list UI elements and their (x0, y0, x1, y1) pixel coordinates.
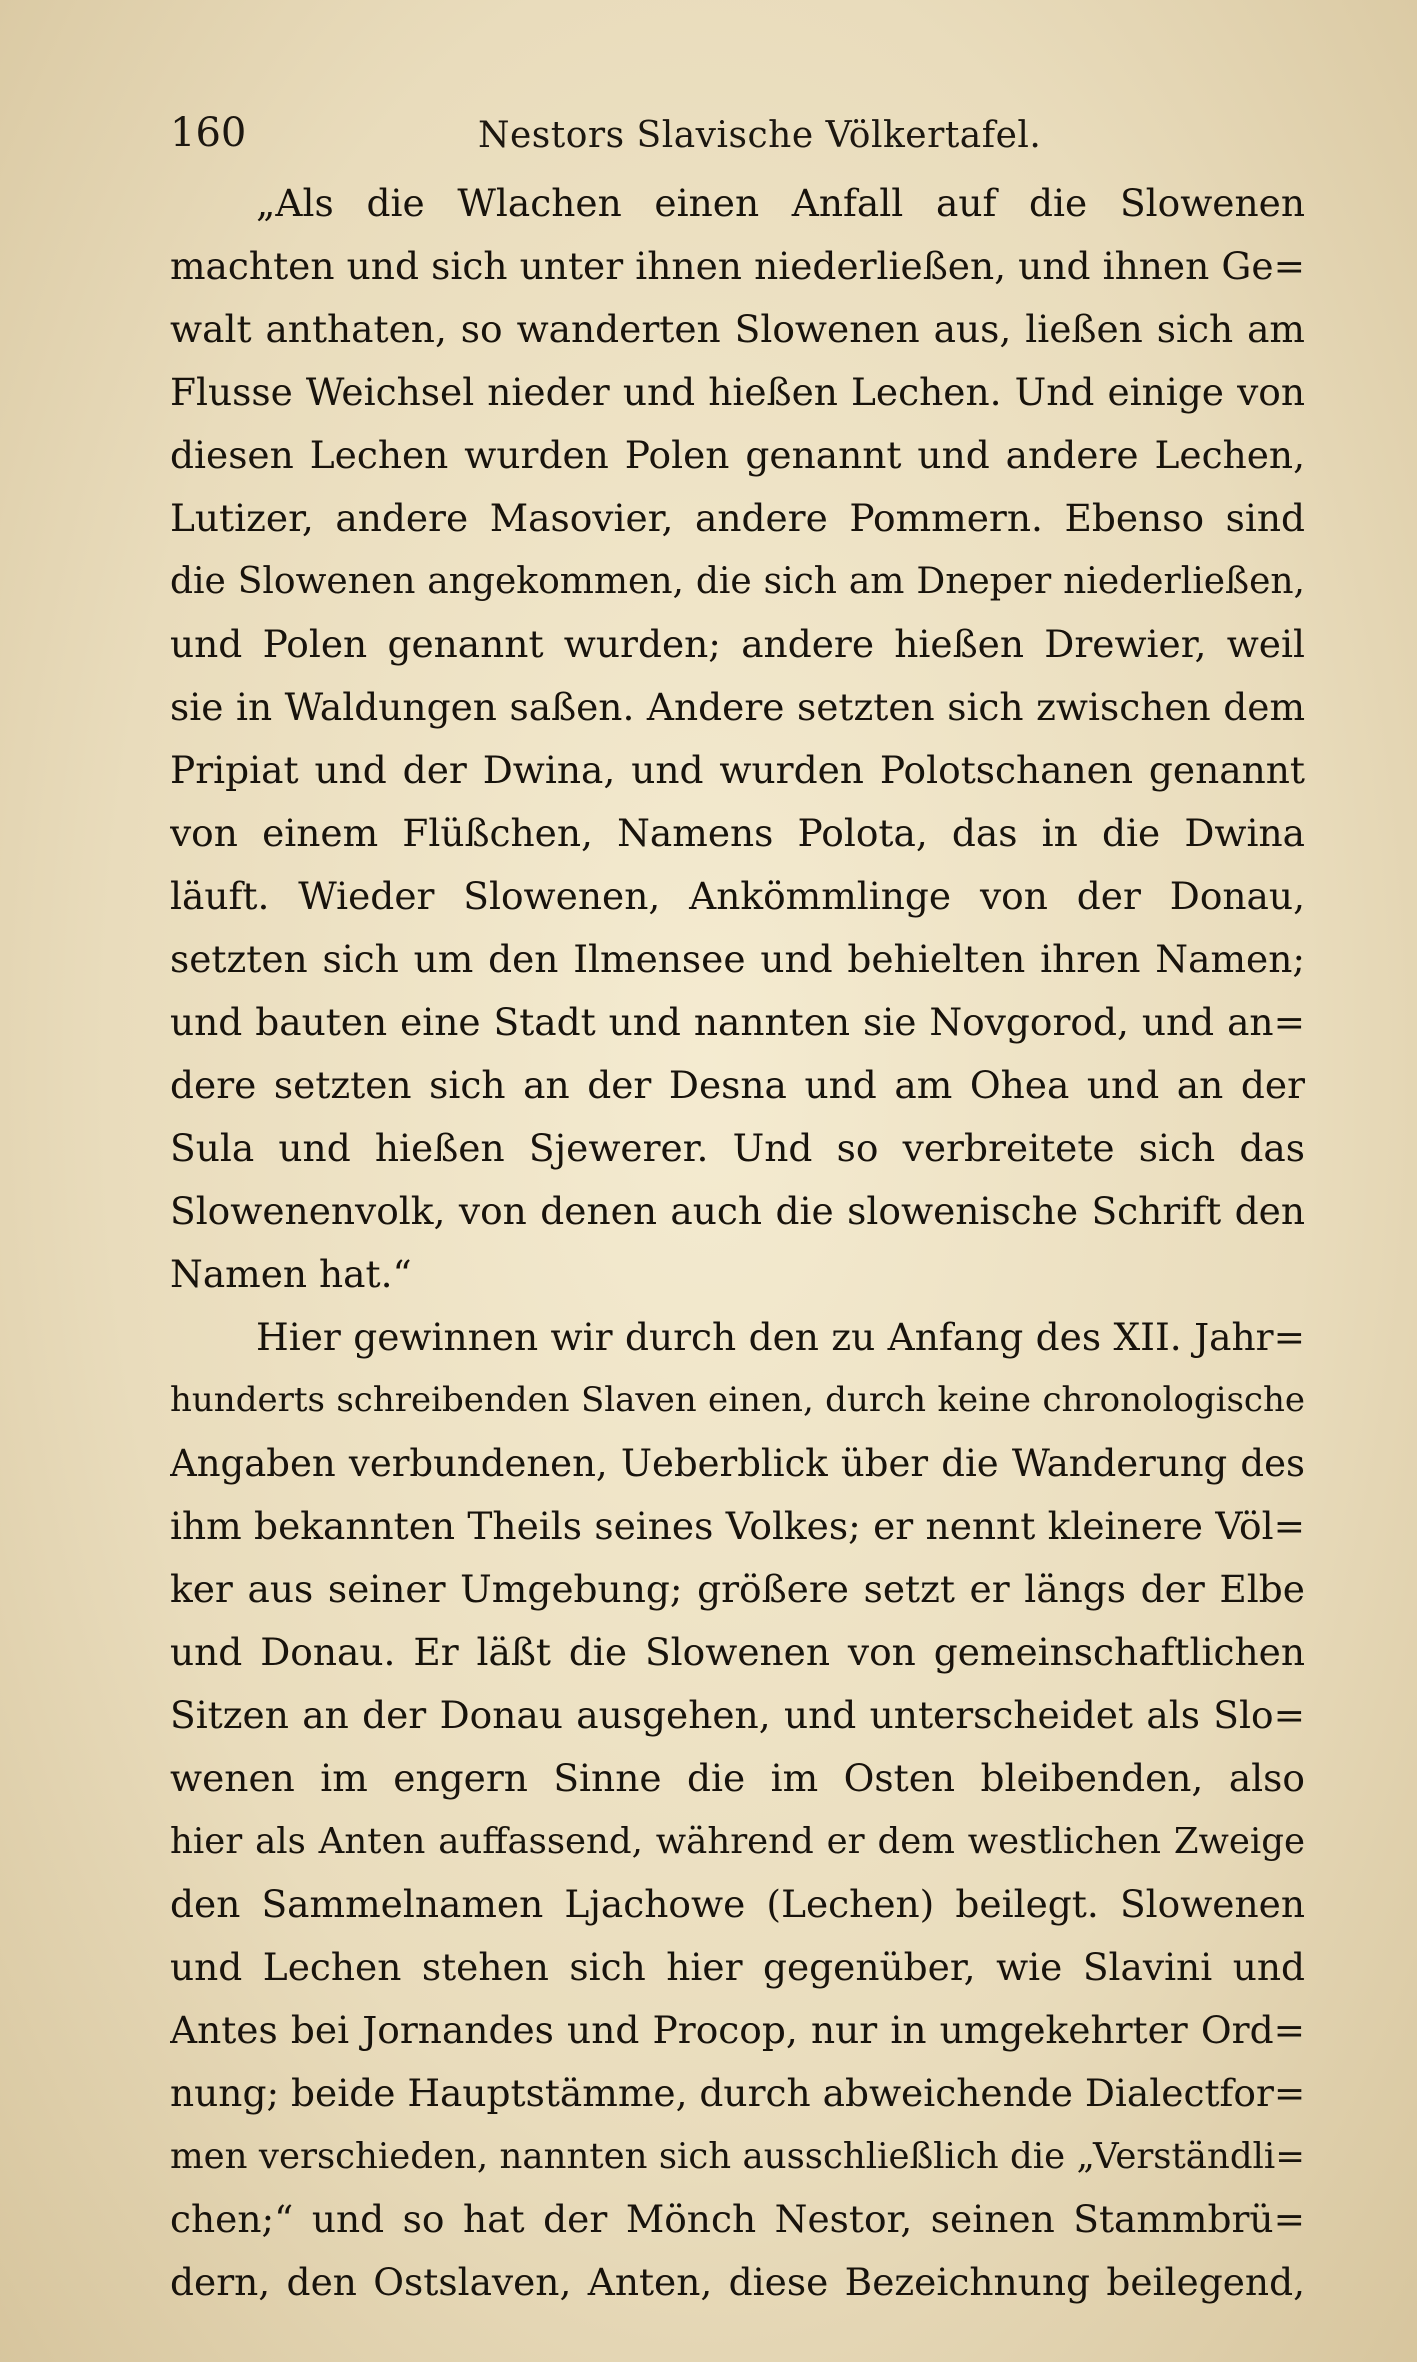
paragraph-2 (170, 1306, 1305, 2314)
text-line: ker aus seiner Umgebung; größere setzt er längs der Elbe (170, 1567, 1305, 1611)
text-line: Pripiat und der Dwina, und wurden Polotschanen genannt (170, 748, 1305, 792)
text-line: sie in Waldungen saßen. Andere setzten sich zwischen dem (170, 685, 1305, 729)
text-line: Sitzen an der Donau ausgehen, und unterscheidet als Slo= (170, 1693, 1305, 1737)
text-line: chen;“ und so hat der Mönch Nestor, seinen Stammbrü= (170, 2197, 1305, 2241)
text-line: walt anthaten, so wanderten Slowenen aus, ließen sich am (170, 307, 1305, 351)
text-line: und bauten eine Stadt und nannten sie Novgorod, und an= (170, 1000, 1305, 1044)
text-line: hier als Anten auffassend, während er dem westlichen Zweige (170, 1821, 1305, 1862)
text-line: Antes bei Jornandes und Procop, nur in umgekehrter Ord= (170, 2008, 1305, 2052)
text-line: die Slowenen angekommen, die sich am Dneper niederließen, (170, 561, 1305, 602)
text-line: Slowenenvolk, von denen auch die slowenische Schrift den (170, 1189, 1305, 1233)
text-line: und Donau. Er läßt die Slowenen von gemeinschaftlichen (170, 1630, 1305, 1674)
text-line: Flusse Weichsel nieder und hießen Lechen. Und einige von (170, 370, 1305, 414)
text-line: den Sammelnamen Ljachowe (Lechen) beilegt. Slowenen (170, 1882, 1305, 1926)
text-line: machten und sich unter ihnen niederließen, und ihnen Ge= (170, 244, 1305, 288)
text-line: und Polen genannt wurden; andere hießen Drewier, weil (170, 622, 1305, 666)
text-line: nung; beide Hauptstämme, durch abweichende Dialectfor= (170, 2071, 1305, 2115)
text-line: setzten sich um den Ilmensee und behielten ihren Namen; (170, 937, 1305, 981)
text-line: men verschieden, nannten sich ausschließlich die „Verständli= (170, 2136, 1305, 2177)
page-number: 160 (170, 110, 247, 156)
text-line: wenen im engern Sinne die im Osten bleibenden, also (170, 1756, 1305, 1800)
text-line: dern, den Ostslaven, Anten, diese Bezeichnung beilegend, (170, 2260, 1305, 2304)
paragraph-1 (170, 172, 1305, 1306)
text-line: von einem Flüßchen, Namens Polota, das in die Dwina (170, 811, 1305, 855)
text-line: Namen hat.“ (170, 1252, 412, 1296)
text-line: Angaben verbundenen, Ueberblick über die Wanderung des (170, 1442, 1305, 1485)
running-title: Nestors Slavische Völkertafel. (478, 115, 1042, 156)
text-line: ihm bekannten Theils seines Volkes; er nennt kleinere Völ= (170, 1504, 1305, 1548)
page-header (170, 100, 1320, 170)
text-line: diesen Lechen wurden Polen genannt und andere Lechen, (170, 433, 1305, 477)
text-line: Lutizer, andere Masovier, andere Pommern. Ebenso sind (170, 496, 1305, 540)
text-line: läuft. Wieder Slowenen, Ankömmlinge von der Donau, (170, 874, 1305, 918)
text-line: und Lechen stehen sich hier gegenüber, wie Slavini und (170, 1945, 1305, 1989)
text-line: hunderts schreibenden Slaven einen, durch keine chronologische (170, 1380, 1305, 1420)
text-line: Hier gewinnen wir durch den zu Anfang des XII. Jahr= (256, 1315, 1305, 1359)
body-text (170, 172, 1305, 2314)
text-line: Sula und hießen Sjewerer. Und so verbreitete sich das (170, 1126, 1305, 1170)
text-line: „Als die Wlachen einen Anfall auf die Slowenen (256, 181, 1305, 225)
text-line: dere setzten sich an der Desna und am Ohea und an der (170, 1063, 1305, 1107)
